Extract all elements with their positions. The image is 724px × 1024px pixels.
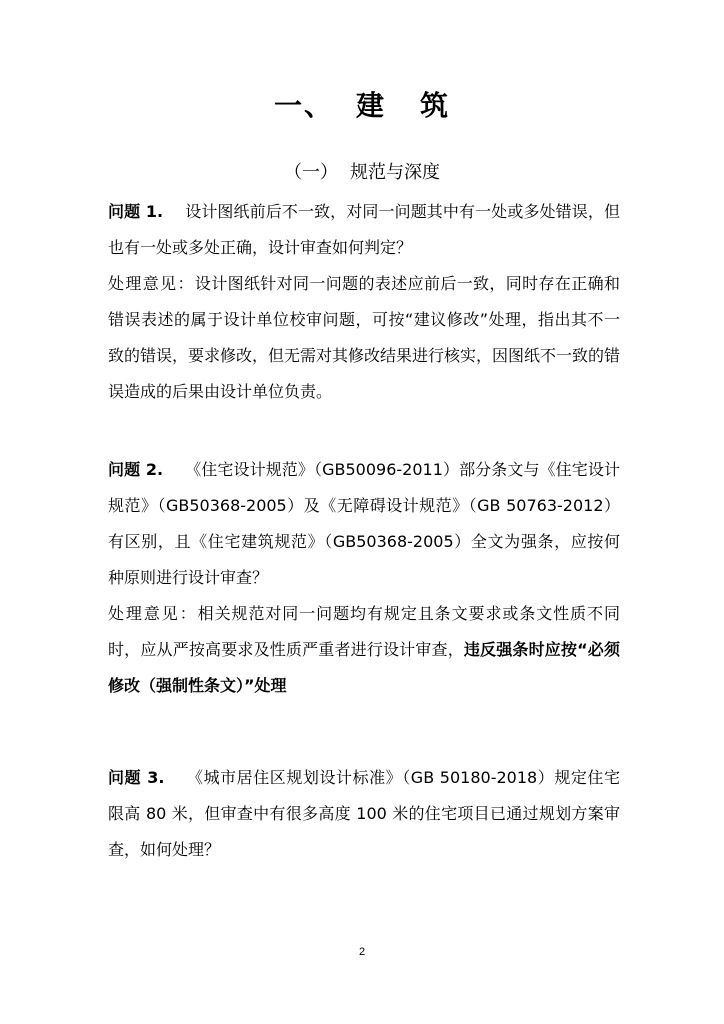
chapter-char-jian: 建 bbox=[355, 89, 386, 122]
answer-1 bbox=[108, 266, 620, 410]
chapter-title bbox=[0, 84, 724, 124]
question-2 bbox=[108, 452, 620, 596]
question-label: 问题 1. bbox=[108, 202, 164, 221]
question-text: 《城市居住区规划设计标准》（GB 50180-2018）规定住宅限高 80 米，但审查中有很多高度 100 米的住宅项目已通过规划方案审查，如何处理？ bbox=[108, 768, 620, 859]
question-label: 问题 2. bbox=[108, 460, 164, 479]
answer-2 bbox=[108, 596, 620, 704]
chapter-char-zhu: 筑 bbox=[420, 89, 451, 122]
answer-label: 处理意见： bbox=[108, 604, 198, 623]
answer-emphasis: 违反强条时应按“必须修改（强制性条文）”处理 bbox=[108, 640, 620, 695]
question-1 bbox=[108, 194, 620, 266]
page-number: 2 bbox=[358, 946, 366, 958]
answer-label: 处理意见： bbox=[108, 274, 195, 293]
question-label: 问题 3. bbox=[108, 768, 165, 787]
question-text: 设计图纸前后不一致，对同一问题其中有一处或多处错误，但也有一处或多处正确，设计审查如何判定？ bbox=[108, 202, 620, 257]
chapter-number: 一、 bbox=[273, 89, 334, 122]
section-number: （一） bbox=[284, 162, 338, 183]
question-3 bbox=[108, 760, 620, 868]
answer-text: 设计图纸针对同一问题的表述应前后一致，同时存在正确和错误表述的属于设计单位校审问题，可按“建议修改”处理，指出其不一致的错误，要求修改，但无需对其修改结果进行核实，因图纸不一致的错误造成的后果由设计单位负责。 bbox=[108, 274, 621, 401]
section-title bbox=[0, 158, 724, 184]
section-name: 规范与深度 bbox=[350, 162, 440, 183]
question-text: 《住宅设计规范》（GB50096-2011）部分条文与《住宅设计规范》（GB50368-2005）及《无障碍设计规范》（GB 50763-2012）有区别，且《住宅建筑规范》（GB50368-2005）全文为强条，应按何种原则进行设计审查？ bbox=[108, 460, 620, 587]
answer-text: 相关规范对同一问题均有规定且条文要求或条文性质不同时，应从严按高要求及性质严重者进行设计审查， bbox=[108, 604, 620, 659]
